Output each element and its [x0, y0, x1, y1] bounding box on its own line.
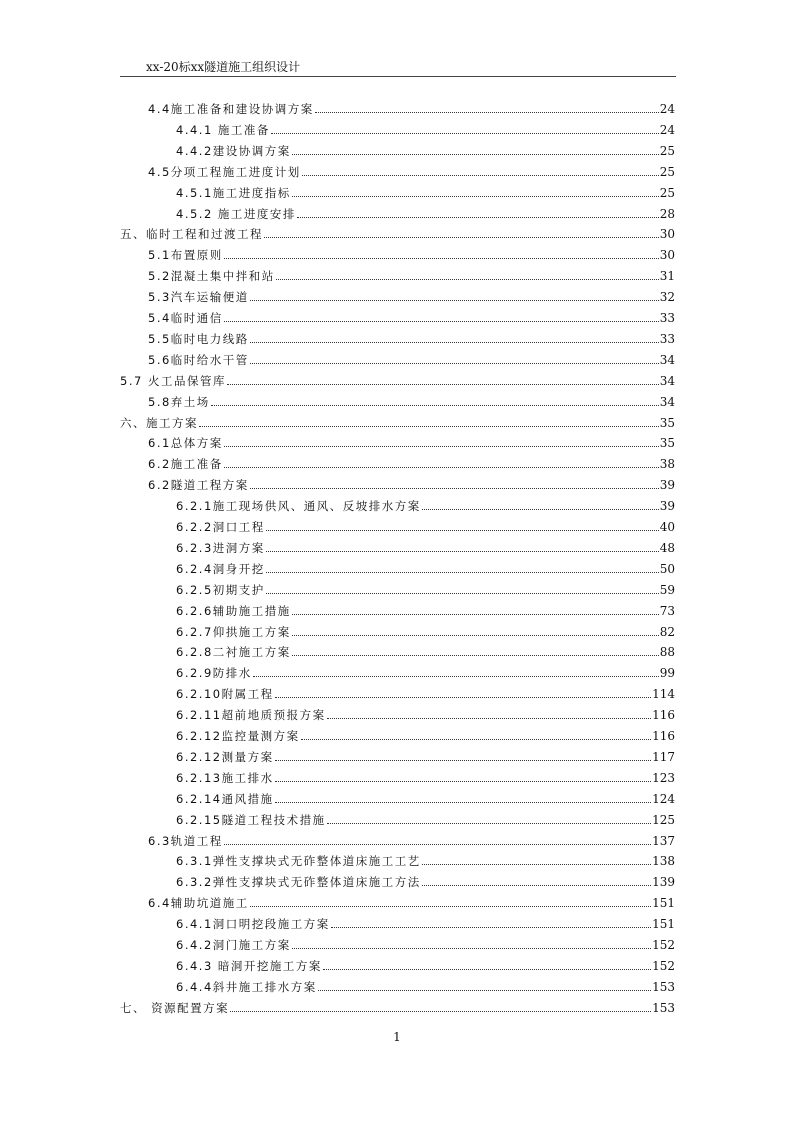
toc-entry-title: 6.2.1施工现场供风、通风、反坡排水方案 [176, 499, 421, 513]
toc-entry-title: 6.2.13施工排水 [176, 771, 274, 785]
toc-entry[interactable] [148, 393, 675, 409]
toc-entry-page: 138 [652, 854, 675, 868]
toc-entry-title: 6.3.2弹性支撑块式无砟整体道床施工方法 [176, 875, 421, 889]
toc-entry-page: 34 [659, 374, 675, 388]
toc-leader-dots [327, 823, 652, 824]
toc-entry-title: 6.2.5初期支护 [176, 583, 265, 597]
toc-entry-title: 5.4临时通信 [148, 311, 223, 325]
toc-entry[interactable] [176, 790, 675, 806]
page-number: 1 [393, 1030, 401, 1044]
toc-entry[interactable] [148, 246, 675, 262]
toc-entry-page: 48 [659, 541, 675, 555]
toc-entry[interactable] [176, 748, 675, 764]
toc-leader-dots [224, 467, 659, 468]
toc-entry[interactable] [176, 539, 675, 555]
toc-entry-page: 123 [652, 771, 675, 785]
toc-entry[interactable] [148, 309, 675, 325]
toc-entry[interactable] [176, 602, 675, 618]
toc-entry-page: 30 [659, 227, 675, 241]
toc-leader-dots [292, 635, 659, 636]
toc-entry-title: 5.5临时电力线路 [148, 332, 249, 346]
toc-entry[interactable] [176, 811, 675, 827]
toc-entry[interactable] [148, 351, 675, 367]
toc-entry-title: 4.5.2 施工进度安排 [176, 207, 296, 221]
toc-entry-page: 25 [659, 144, 675, 158]
toc-leader-dots [250, 906, 651, 907]
toc-entry-page: 153 [652, 980, 675, 994]
toc-leader-dots [276, 279, 659, 280]
toc-entry-page: 125 [652, 813, 675, 827]
toc-entry-title: 6.2.8二衬施工方案 [176, 645, 291, 659]
toc-leader-dots [227, 384, 659, 385]
toc-entry-page: 35 [659, 436, 675, 450]
toc-entry-page: 33 [659, 311, 675, 325]
toc-entry-page: 151 [652, 896, 675, 910]
toc-entry-title: 5.8弃土场 [148, 395, 210, 409]
toc-entry-page: 99 [659, 666, 675, 680]
toc-entry-title: 4.5分项工程施工进度计划 [148, 165, 301, 179]
toc-entry-page: 117 [652, 750, 675, 764]
toc-leader-dots [250, 342, 659, 343]
toc-entry-title: 五、临时工程和过渡工程 [120, 227, 263, 241]
toc-entry-title: 5.2混凝土集中拌和站 [148, 269, 275, 283]
toc-entry-page: 116 [652, 729, 675, 743]
toc-entry-page: 139 [652, 875, 675, 889]
toc-entry[interactable] [176, 184, 675, 200]
toc-entry-page: 114 [652, 687, 675, 701]
toc-leader-dots [250, 300, 659, 301]
toc-entry-page: 50 [659, 562, 675, 576]
toc-entry-page: 151 [652, 917, 675, 931]
toc-entry[interactable] [176, 727, 675, 743]
toc-leader-dots [292, 196, 659, 197]
toc-entry-page: 34 [659, 353, 675, 367]
toc-entry[interactable] [176, 142, 675, 158]
toc-entry[interactable] [176, 978, 675, 994]
toc-entry-page: 28 [659, 207, 675, 221]
toc-entry[interactable] [176, 873, 675, 889]
toc-entry[interactable] [148, 894, 675, 910]
toc-entry[interactable] [176, 957, 675, 973]
toc-leader-dots [224, 446, 659, 447]
toc-entry-page: 73 [659, 604, 675, 618]
toc-leader-dots [224, 258, 659, 259]
toc-entry[interactable] [176, 769, 675, 785]
toc-entry[interactable] [148, 330, 675, 346]
toc-entry-title: 6.4辅助坑道施工 [148, 896, 249, 910]
toc-entry[interactable] [148, 476, 675, 492]
toc-entry-page: 24 [659, 102, 675, 116]
toc-leader-dots [275, 781, 652, 782]
toc-leader-dots [250, 488, 659, 489]
toc-entry-page: 82 [659, 625, 675, 639]
toc-entry-title: 4.4.1 施工准备 [176, 123, 270, 137]
toc-entry[interactable] [176, 121, 675, 137]
toc-leader-dots [275, 697, 652, 698]
toc-entry[interactable] [176, 643, 675, 659]
toc-leader-dots [266, 551, 659, 552]
toc-entry-page: 33 [659, 332, 675, 346]
toc-entry-title: 5.7 火工品保管库 [120, 374, 226, 388]
toc-leader-dots [275, 802, 652, 803]
toc-entry[interactable] [148, 434, 675, 450]
toc-entry-page: 39 [659, 478, 675, 492]
toc-entry-page: 153 [652, 1001, 675, 1015]
toc-entry-title: 6.2.6辅助施工措施 [176, 604, 291, 618]
toc-leader-dots [327, 718, 652, 719]
toc-leader-dots [315, 112, 659, 113]
toc-entry-title: 6.2.7仰拱施工方案 [176, 625, 291, 639]
toc-entry-page: 88 [659, 645, 675, 659]
toc-leader-dots [292, 614, 659, 615]
toc-leader-dots [250, 363, 659, 364]
toc-entry-page: 38 [659, 457, 675, 471]
toc-entry-title: 6.3轨道工程 [148, 834, 223, 848]
toc-leader-dots [224, 321, 659, 322]
toc-entry[interactable] [176, 623, 675, 639]
toc-entry-title: 6.3.1弹性支撑块式无砟整体道床施工工艺 [176, 854, 421, 868]
toc-entry-title: 6.4.4斜井施工排水方案 [176, 980, 317, 994]
toc-leader-dots [301, 739, 652, 740]
toc-entry-title: 6.2.12测量方案 [176, 750, 274, 764]
toc-entry[interactable] [176, 560, 675, 576]
toc-entry[interactable] [148, 455, 675, 471]
toc-entry-title: 6.2.14通风措施 [176, 792, 274, 806]
toc-entry[interactable] [176, 706, 675, 722]
toc-entry-title: 6.2.3进洞方案 [176, 541, 265, 555]
toc-entry-title: 5.6临时给水干管 [148, 353, 249, 367]
toc-entry-page: 152 [652, 938, 675, 952]
toc-entry[interactable] [148, 832, 675, 848]
toc-leader-dots [323, 969, 651, 970]
toc-entry-title: 6.2.15隧道工程技术措施 [176, 813, 326, 827]
toc-leader-dots [297, 217, 659, 218]
toc-leader-dots [292, 655, 659, 656]
toc-entry-page: 124 [652, 792, 675, 806]
toc-leader-dots [292, 948, 651, 949]
toc-entry[interactable] [176, 685, 675, 701]
toc-entry-page: 25 [659, 186, 675, 200]
toc-entry[interactable] [176, 936, 675, 952]
toc-entry[interactable] [120, 372, 675, 388]
toc-entry-title: 6.2.11超前地质预报方案 [176, 708, 326, 722]
toc-entry-title: 6.2隧道工程方案 [148, 478, 249, 492]
toc-entry[interactable] [148, 288, 675, 304]
toc-entry-page: 32 [659, 290, 675, 304]
toc-entry[interactable] [120, 225, 675, 241]
toc-entry[interactable] [148, 267, 675, 283]
toc-leader-dots [224, 844, 651, 845]
toc-leader-dots [264, 237, 659, 238]
toc-entry-title: 6.2.10附属工程 [176, 687, 274, 701]
toc-entry-page: 152 [652, 959, 675, 973]
toc-leader-dots [422, 509, 659, 510]
toc-entry[interactable] [176, 852, 675, 868]
toc-entry-page: 59 [659, 583, 675, 597]
toc-entry[interactable] [176, 915, 675, 931]
toc-entry-title: 6.2.2洞口工程 [176, 520, 265, 534]
toc-entry-page: 116 [652, 708, 675, 722]
toc-entry-page: 25 [659, 165, 675, 179]
toc-entry[interactable] [176, 664, 675, 680]
toc-entry-page: 30 [659, 248, 675, 262]
toc-entry-page: 35 [659, 416, 675, 430]
toc-entry-title: 5.1布置原则 [148, 248, 223, 262]
toc-entry[interactable] [176, 581, 675, 597]
toc-entry-title: 6.2.9防排水 [176, 666, 252, 680]
header-title: xx-20标xx隧道施工组织设计 [146, 60, 301, 74]
toc-entry-title: 6.2施工准备 [148, 457, 223, 471]
toc-entry-title: 6.4.1洞口明挖段施工方案 [176, 917, 330, 931]
toc-entry-title: 六、施工方案 [120, 416, 198, 430]
toc-entry[interactable] [148, 100, 675, 116]
toc-leader-dots [331, 927, 651, 928]
toc-entry-title: 4.4.2建设协调方案 [176, 144, 291, 158]
toc-leader-dots [266, 530, 659, 531]
toc-entry-title: 6.4.2洞门施工方案 [176, 938, 291, 952]
toc-entry-title: 4.5.1施工进度指标 [176, 186, 291, 200]
toc-entry[interactable] [176, 497, 675, 513]
toc-leader-dots [422, 864, 651, 865]
toc-entry[interactable] [176, 205, 675, 221]
toc-entry-title: 6.1总体方案 [148, 436, 223, 450]
toc-entry-title: 6.4.3 暗洞开挖施工方案 [176, 959, 322, 973]
toc-leader-dots [230, 1011, 651, 1012]
toc-leader-dots [292, 154, 659, 155]
toc-entry-title: 4.4施工准备和建设协调方案 [148, 102, 314, 116]
toc-leader-dots [271, 133, 659, 134]
toc-leader-dots [266, 572, 659, 573]
toc-entry-title: 6.2.4洞身开挖 [176, 562, 265, 576]
toc-leader-dots [211, 405, 659, 406]
toc-entry-page: 40 [659, 520, 675, 534]
toc-entry-page: 31 [659, 269, 675, 283]
toc-entry-page: 137 [652, 834, 675, 848]
toc-entry[interactable] [176, 518, 675, 534]
toc-leader-dots [302, 175, 659, 176]
toc-leader-dots [275, 760, 652, 761]
toc-entry-title: 6.2.12监控量测方案 [176, 729, 300, 743]
toc-leader-dots [253, 676, 659, 677]
toc-entry[interactable] [148, 163, 675, 179]
toc-leader-dots [199, 426, 659, 427]
toc-entry-page: 34 [659, 395, 675, 409]
toc-entry[interactable] [120, 414, 675, 430]
toc-leader-dots [266, 593, 659, 594]
toc-entry-title: 5.3汽车运输便道 [148, 290, 249, 304]
toc-entry[interactable] [120, 999, 675, 1015]
toc-entry-title: 七、 资源配置方案 [120, 1001, 230, 1015]
toc-leader-dots [318, 990, 651, 991]
toc-leader-dots [422, 885, 651, 886]
toc-entry-page: 39 [659, 499, 675, 513]
toc-entry-page: 24 [659, 123, 675, 137]
